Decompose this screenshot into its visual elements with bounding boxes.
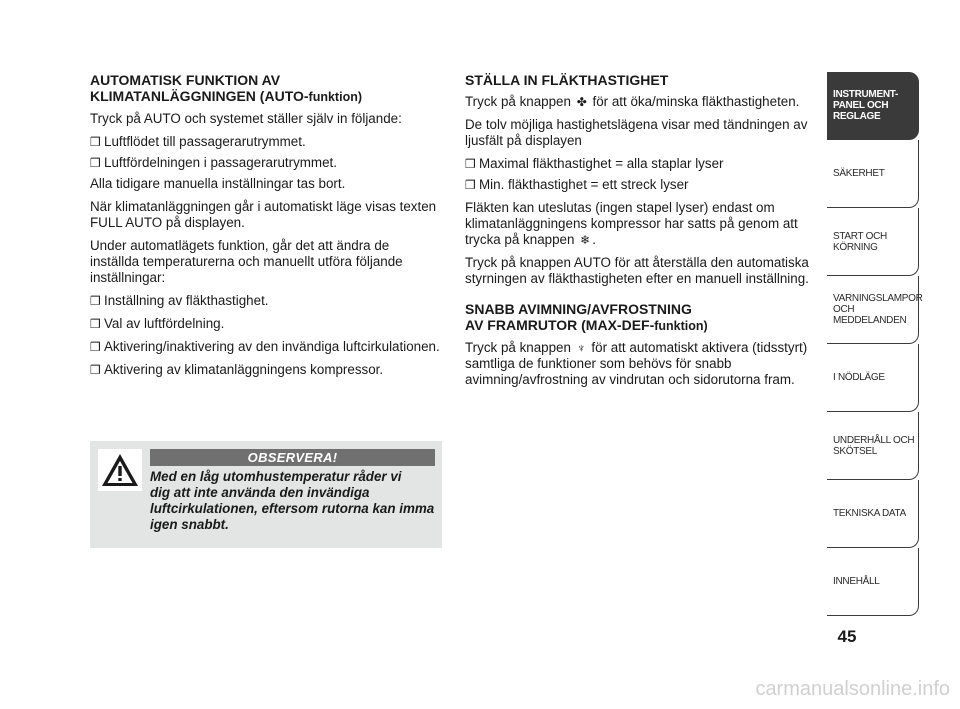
paragraph: De tolv möjliga hastighetslägena visar med tändningen av ljusfält på displayen xyxy=(465,117,808,148)
bullet-box-icon: ❒ xyxy=(90,340,101,354)
paragraph: Fläkten kan uteslutas (ingen stapel lyser) endast om klimatanläggningens kompressor har satts på genom att trycka på knappen ❄ . xyxy=(465,200,798,247)
paragraph: Under automatlägets funktion, går det att ändra de inställda temperaturerna och manuellt utföra följande inställningar: xyxy=(90,238,403,285)
bullet-box-icon: ❒ xyxy=(90,294,101,308)
list-item: ❒ Luftfördelningen i passagerarutrymmet. xyxy=(90,155,337,170)
bullet-box-icon: ❒ xyxy=(90,156,101,170)
tab-contents[interactable]: INNEHÅLL xyxy=(827,548,919,616)
paragraph: Tryck på AUTO och systemet ställer själv in följande: xyxy=(90,111,402,126)
bullet-box-icon: ❒ xyxy=(465,157,476,171)
fan-icon: ✤ xyxy=(576,95,587,109)
tab-technical-data[interactable]: TEKNISKA DATA xyxy=(827,480,919,548)
tab-safety[interactable]: SÄKERHET xyxy=(827,140,919,208)
paragraph: Tryck på knappen ♆ för att automatiskt aktivera (tidsstyrt) samtliga de funktioner som behövs för snabb avimning/avfrostning av vindrutan och sidorutorna fram. xyxy=(465,340,808,387)
right-column xyxy=(465,72,815,395)
list-item: ❒ Luftflödet till passagerarutrymmet. xyxy=(90,134,306,149)
auto-function-heading: AUTOMATISK FUNKTION AV KLIMATANLÄGGNINGEN (AUTO-funktion) xyxy=(90,72,363,104)
list-item: ❒ Inställning av fläkthastighet. xyxy=(90,293,269,308)
bullet-box-icon: ❒ xyxy=(90,135,101,149)
warning-notice xyxy=(90,441,442,548)
tab-warning-lights[interactable]: VARNINGSLAMPOR OCH MEDDELANDEN xyxy=(827,276,919,344)
tab-start-driving[interactable]: START OCH KÖRNING xyxy=(827,208,919,276)
notice-banner: OBSERVERA! xyxy=(150,449,435,466)
bullet-box-icon: ❒ xyxy=(90,363,101,377)
list-item: ❒ Maximal fläkthastighet = alla staplar lyser xyxy=(465,156,724,171)
defrost-heading: SNABB AVIMNING/AVFROSTNING AV FRAMRUTOR (MAX-DEF-funktion) xyxy=(465,301,708,333)
bullet-box-icon: ❒ xyxy=(90,317,101,331)
tab-maintenance[interactable]: UNDERHÅLL OCH SKÖTSEL xyxy=(827,412,919,480)
tab-instrument-panel[interactable]: INSTRUMENT-PANEL OCH REGLAGE xyxy=(827,72,919,140)
tab-emergency[interactable]: I NÖDLÄGE xyxy=(827,344,919,412)
snowflake-icon: ❄ xyxy=(580,233,591,247)
defrost-icon: ♆ xyxy=(576,341,586,355)
watermark: carmanualsonline.info xyxy=(755,678,950,700)
notice-text: Med en låg utomhustemperatur råder vi dig att inte använda den invändiga luftcirkulationen, eftersom rutorna kan imma igen snabbt. xyxy=(150,469,435,532)
fan-speed-heading: STÄLLA IN FLÄKTHASTIGHET xyxy=(465,72,669,88)
list-item: ❒ Aktivering/inaktivering av den invändiga luftcirkulationen. xyxy=(90,339,440,354)
paragraph: Tryck på knappen AUTO för att återställa den automatiska styrningen av fläkthastigheten efter en manuell inställning. xyxy=(465,255,809,286)
bullet-box-icon: ❒ xyxy=(465,178,476,192)
list-item: ❒ Aktivering av klimatanläggningens kompressor. xyxy=(90,362,384,377)
paragraph: Alla tidigare manuella inställningar tas bort. xyxy=(90,176,346,191)
list-item: ❒ Val av luftfördelning. xyxy=(90,316,225,331)
list-item: ❒ Min. fläkthastighet = ett streck lyser xyxy=(465,177,689,192)
paragraph: Tryck på knappen ✤ för att öka/minska fläkthastigheten. xyxy=(465,94,800,109)
paragraph: När klimatanläggningen går i automatiskt läge visas texten FULL AUTO på displayen. xyxy=(90,199,437,230)
page-number: 45 xyxy=(837,627,857,646)
left-column xyxy=(90,72,440,385)
